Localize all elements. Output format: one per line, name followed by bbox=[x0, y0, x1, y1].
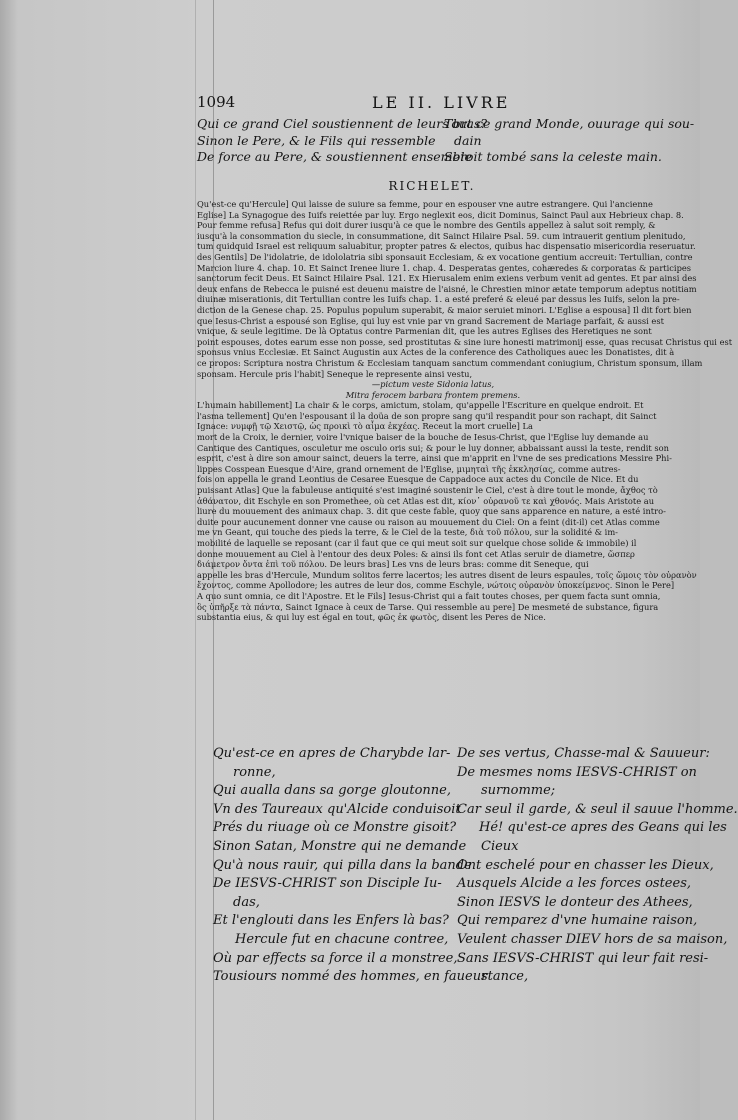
verse-line: das, bbox=[233, 894, 260, 910]
commentary-line: ἔχοντος, comme Apollodore; les autres de leur dos, comme Eschyle, νώτοις οὐρανὸν ὑποκείμενος. Sinon le Pere] bbox=[197, 580, 675, 591]
commentary-line: l'asma tellement] Qu'en l'espousant il la doüa de son propre sang qu'il respandit pour son rachapt, dit Sainct bbox=[197, 410, 657, 421]
commentary-line: que Iesus-Christ a espousé son Eglise, qui luy est vnie par vn grand Sacrement de Mariage parfait, & aussi est bbox=[197, 315, 664, 326]
verse-line: Sinon le Pere, & le Fils qui ressemble bbox=[197, 132, 436, 148]
verse-line: Vn des Taureaux qu'Alcide conduisoit bbox=[213, 801, 461, 817]
verse-line: De ses vertus, Chasse-mal & Sauueur: bbox=[457, 746, 710, 761]
commentary-line: Eglise] La Synagogue des Iuifs reiettée par luy. Ergo neglexit eos, dicit Dominus, Sainct Paul aux Hebrieux chap. 8. bbox=[197, 209, 684, 220]
commentary-line: Ignace: νυμφῇ τῷ Χειστῷ, ὡς προικὶ τὸ αἷμα ἐκχέας. Receut la mort cruelle] La bbox=[197, 421, 533, 432]
commentary-quote-line: Mitra ferocem barbara frontem premens. bbox=[345, 389, 521, 400]
verse-line: dain bbox=[454, 132, 482, 148]
verse-line: Sinon Satan, Monstre qui ne demande bbox=[213, 838, 467, 854]
commentary-line: donne mouuement au Ciel à l'entour des deux Poles: & ainsi ils font cet Atlas seruir de diametre, ὥσπερ bbox=[197, 548, 635, 559]
commentary-line: substantia eius, & qui luy est égal en tout, φῶς ἐκ φωτὸς, disent les Peres de Nice. bbox=[197, 612, 546, 623]
commentary-line: lippes Cosspean Euesque d'Aire, grand ornement de l'Eglise, μιμηταὶ τῆς ἐκκλησίας, comme autres- bbox=[197, 463, 621, 474]
page-header bbox=[197, 93, 667, 113]
verse-line: Sinon IESVS le donteur des Athees, bbox=[457, 894, 693, 910]
verse-line: Qui ce grand Ciel soustiennent de leurs bras? bbox=[197, 116, 488, 131]
commentator-heading: RICHELET. bbox=[388, 179, 476, 193]
commentary-line: διάμετρον ὄντα ἐπὶ τοῦ πόλου. De leurs bras] Les vns de leurs bras: comme dit Seneque, qui bbox=[197, 559, 589, 570]
running-head: LE II. LIVRE bbox=[372, 93, 511, 112]
commentary-line: Marcion liure 4. chap. 10. Et Sainct Irenee liure 1. chap. 4. Desperatas gentes, cohæredes & corporatas & participes bbox=[197, 262, 692, 273]
verse-line: Où par effects sa force il a monstree, bbox=[213, 950, 458, 966]
commentary-line: vnique, & seule legitime. De là Optatus contre Parmenian dit, que les autres Eglises des Heretiques ne sont bbox=[197, 326, 652, 337]
commentary-line: liure du mouuement des animaux chap. 3. dit que ceste fable, quoy que sans apparence en nature, a esté intro- bbox=[197, 506, 666, 517]
commentary-quote-line: —pictum veste Sidonia latus, bbox=[371, 379, 495, 390]
commentary-line: deux enfans de Rebecca le puisné est deuenu maistre de l'aisné, le Chrestien minor ætate temporum adeptus notitiam bbox=[197, 283, 697, 294]
commentary-line: mort de la Croix, le dernier, voire l'vnique baiser de la bouche de Iesus-Christ, que l'Eglise luy demande au bbox=[197, 432, 649, 443]
verse-line: stance, bbox=[481, 969, 529, 985]
commentary-line: fois on appella le grand Leontius de Cesaree Euesque de Cappadoce aux actes du Concile de Nice. Et du bbox=[197, 474, 639, 485]
commentary-line: me vn Geant, qui touche des pieds la terre, & le Ciel de la teste, διὰ τοῦ πόλου, sur la solidité & im- bbox=[197, 527, 618, 538]
commentary-line: ce propos: Scriptura nostra Christum & Ecclesiam tanquam sanctum commendant coniugium, Christum sponsum, illam bbox=[197, 357, 703, 368]
commentary-line: ὃς ὑπῆρξε τὰ πάντα, Sainct Ignace à ceux de Tarse. Qui ressemble au pere] De mesmeté de substance, figura bbox=[197, 601, 659, 612]
verse-line: Hé! qu'est-ce apres des Geans qui les bbox=[479, 820, 727, 836]
verse-line: surnomme; bbox=[481, 783, 556, 799]
verse-line: Veulent chasser DIEV hors de sa maison, bbox=[457, 931, 728, 947]
commentary-line: A quo sunt omnia, ce dit l'Apostre. Et le Fils] Iesus-Christ qui a fait toutes choses, per quem facta sunt omnia, bbox=[197, 590, 661, 601]
commentary-line: sponsam. Hercule pris l'habit] Seneque le represente ainsi vestu, bbox=[197, 368, 473, 379]
commentary-line: point espouses, dotes earum esse non posse, sed prostitutas & sine iure honesti matrimonij esse, quas recusat Christus qui est bbox=[197, 336, 733, 347]
verse-line: Tousiours nommé des hommes, en faueur bbox=[213, 969, 488, 985]
commentary-line: iusqu'à la consommation du siecle, in consummatione, dit Sainct Hilaire Psal. 59. cum intrauerit gentium plenitudo, bbox=[197, 230, 686, 241]
commentary-line: esprit, c'est à dire son amour sainct, deuers la terre, ainsi que m'apprit en l'vne de ses predications Messire Phi- bbox=[197, 453, 672, 464]
commentary-line bbox=[197, 623, 669, 634]
verse-line: Prés du riuage où ce Monstre gisoit? bbox=[213, 820, 457, 836]
commentary-line: puissant Atlas] Que la fabuleuse antiquité s'est imaginé soustenir le Ciel, c'est à dire tout le monde, ἄχθος τὸ bbox=[197, 485, 658, 496]
verse-line: Qui remparez d'vne humaine raison, bbox=[457, 913, 698, 929]
verse-line: Cieux bbox=[481, 838, 519, 854]
commentary-line: mobilité de laquelle se reposant (car il faut que ce qui meut soit sur quelque chose solide & immobile) il bbox=[197, 538, 637, 548]
verse-line: Qui aualla dans sa gorge gloutonne, bbox=[213, 783, 452, 799]
commentary-block bbox=[197, 199, 733, 633]
page-fold-shadow bbox=[195, 0, 196, 1120]
verse-line: Seroit tombé sans la celeste main. bbox=[444, 149, 662, 164]
page-number: 1094 bbox=[197, 93, 236, 111]
verse-bottom-right-column bbox=[457, 745, 738, 987]
verse-line: Tout ce grand Monde, ouurage qui sou- bbox=[444, 116, 695, 131]
verse-bottom-left-column bbox=[213, 745, 488, 987]
verse-line: Sans IESVS-CHRIST qui leur fait resi- bbox=[457, 950, 709, 966]
verse-line: De mesmes noms IESVS-CHRIST on bbox=[457, 764, 697, 780]
commentary-line: sanctorum fecit Deus. Et Sainct Hilaire Psal. 121. Ex Hierusalem enim exiens verbum venit ad gentes. Et par ainsi des bbox=[197, 273, 697, 284]
verse-line: ronne, bbox=[233, 764, 276, 780]
verse-line: Qu'à nous rauir, qui pilla dans la bande bbox=[213, 857, 472, 873]
verse-top-right-column bbox=[444, 116, 695, 166]
commentary-line: L'humain habillement] La chair & le corps, amictum, stolam, qu'appelle l'Escriture en quelque endroit. Et bbox=[197, 400, 644, 411]
verse-line: Hercule fut en chacune contree, bbox=[235, 931, 449, 947]
verse-line: Ont eschelé pour en chasser les Dieux, bbox=[457, 857, 714, 873]
commentary-line: tum quidquid Israel est reliquum saluabitur, propter patres & electos, quibus hac dispensatio misericordia reseruatur. bbox=[197, 241, 696, 252]
verse-line: Et l'englouti dans les Enfers là bas? bbox=[213, 913, 449, 929]
commentary-line: des Gentils] De l'idolatrie, de idololatria sibi sponsauit Ecclesiam, & ex vocatione gentium accreuit: Tertullian, contre bbox=[197, 251, 693, 262]
verse-line: De force au Pere, & soustiennent ensemble bbox=[197, 149, 472, 164]
commentary-line: duite pour aucunement donner vne cause ou raison au mouuement du Ciel: On a feint (dit-il) cet Atlas comme bbox=[197, 516, 660, 527]
commentary-line: sponsus vnius Ecclesiæ. Et Sainct Augustin aux Actes de la conference des Catholiques auec les Donatistes, dit à bbox=[197, 347, 675, 358]
commentary-line: Cantique des Cantiques, osculetur me osculo oris sui; & pour le luy donner, abbaissant aussi la teste, rendit son bbox=[197, 442, 669, 453]
verse-line: Car seul il garde, & seul il sauue l'homme. bbox=[457, 801, 738, 817]
commentary-line: appelle les bras d'Hercule, Mundum solitos ferre lacertos; les autres disent de leurs espaules, τοῖς ὤμοις τὸν οὐρανὸν bbox=[197, 569, 697, 580]
verse-line: Ausquels Alcide a les forces ostees, bbox=[457, 876, 691, 892]
commentary-line: ἀθάνατον, dit Eschyle en son Promethee, où cet Atlas est dit, κίον᾽ οὐρανοῦ τε καὶ χθονός. Mais Aristote au bbox=[197, 495, 655, 506]
verse-line: De IESVS-CHRIST son Disciple Iu- bbox=[213, 876, 442, 892]
verse-line: Qu'est-ce en apres de Charybde lar- bbox=[213, 746, 451, 761]
commentary-line: Pour femme refusa] Refus qui doit durer iusqu'à ce que le nombre des Gentils appellez à salut soit remply, & bbox=[197, 220, 656, 231]
commentary-line: diuinæ miserationis, dit Tertullian contre les Iuifs chap. 1. a esté preferé & eleué par dessus les Iuifs, selon la pre- bbox=[197, 294, 680, 305]
commentary-line: Qu'est-ce qu'Hercule] Qui laisse de suiure sa femme, pour en espouser vne autre estrangere. Qui l'ancienne bbox=[197, 199, 653, 209]
commentary-line: diction de la Genese chap. 25. Populus populum superabit, & maior seruiet minori. L'Eglise a espousa] Il dit fort bien bbox=[197, 304, 692, 315]
